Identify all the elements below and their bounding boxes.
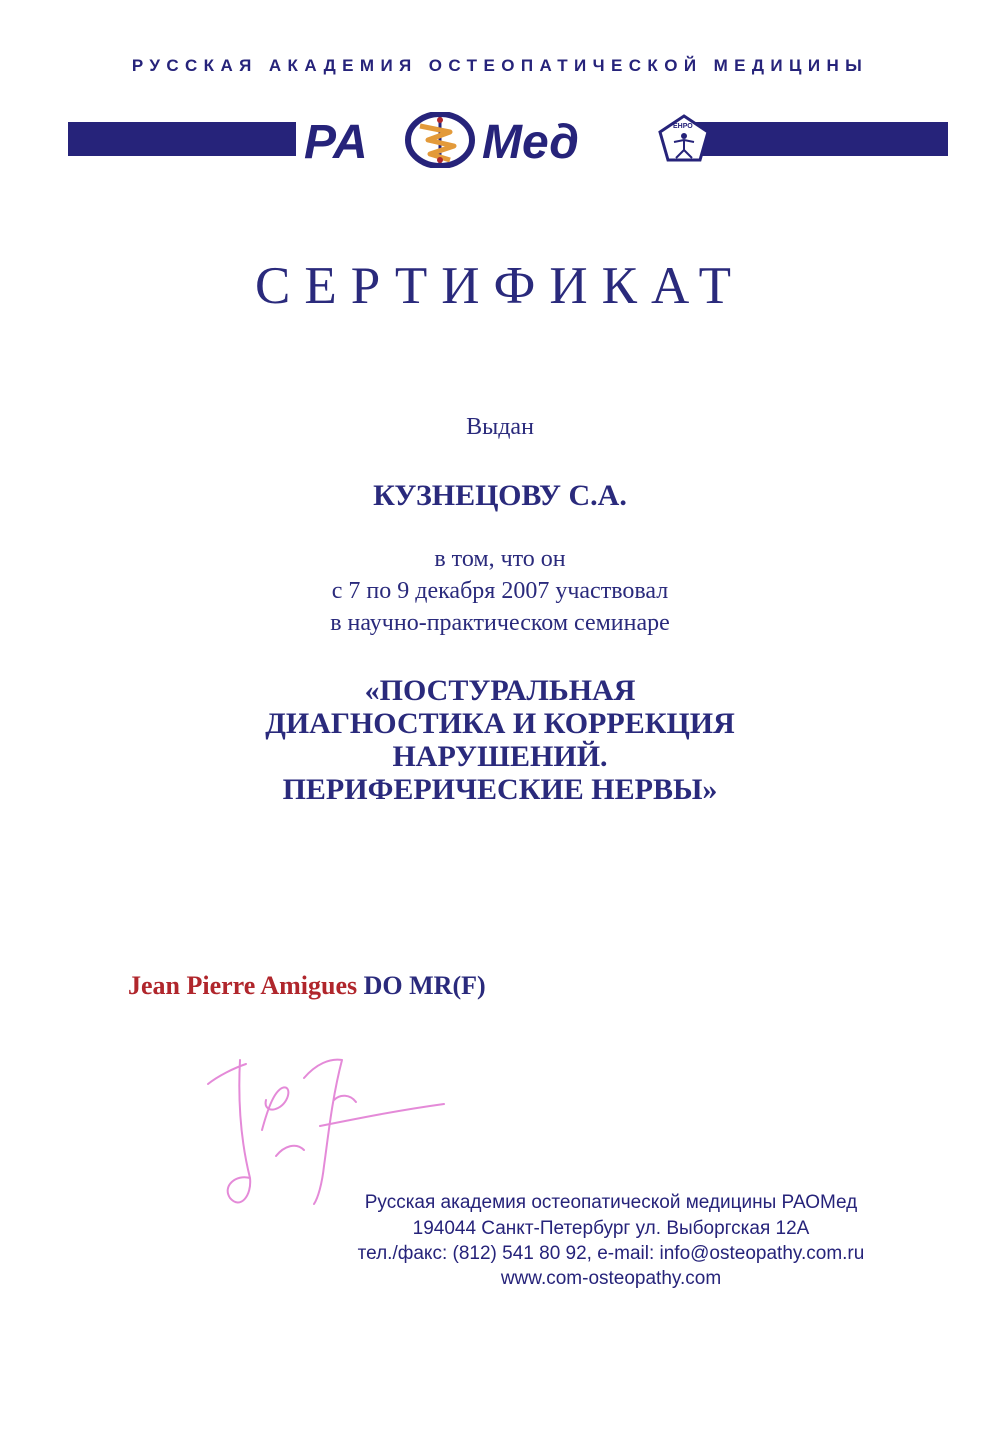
footer-line: 194044 Санкт-Петербург ул. Выборгская 12А [412, 1218, 810, 1239]
raomed-logo-band [68, 112, 948, 168]
issued-label: Выдан [466, 414, 534, 440]
signer-line [128, 971, 486, 1001]
seminar-title-line: ПЕРИФЕРИЧЕСКИЕ НЕРВЫ» [282, 773, 718, 806]
academy-name-header: РУССКАЯ АКАДЕМИЯ ОСТЕОПАТИЧЕСКОЙ МЕДИЦИНЫ [131, 56, 869, 75]
body-line: в том, что он [434, 546, 566, 572]
logo-text-left: РА [304, 116, 368, 168]
logo-text-right: Мед [482, 116, 579, 168]
badge-text: ЕНРО [673, 123, 693, 130]
seminar-title-line: ДИАГНОСТИКА И КОРРЕКЦИЯ [265, 707, 735, 740]
recipient-name: КУЗНЕЦОВУ С.А. [373, 479, 627, 512]
body-line: с 7 по 9 декабря 2007 участвовал [331, 578, 669, 604]
footer-line: тел./факс: (812) 541 80 92, e-mail: info@osteopathy.com.ru [357, 1243, 865, 1264]
seminar-title-line: «ПОСТУРАЛЬНАЯ [364, 674, 636, 707]
footer-line: www.com-osteopathy.com [500, 1268, 722, 1289]
body-line: в научно-практическом семинаре [330, 610, 670, 636]
signer-title: DO MR(F) [363, 971, 486, 1000]
spine-emblem-icon [408, 114, 472, 166]
footer-line: Русская академия остеопатической медицины РАОМед [364, 1192, 858, 1213]
signer-name: Jean Pierre Amigues [128, 971, 358, 1000]
certificate-title: СЕРТИФИКАТ [255, 257, 745, 315]
seminar-title-line: НАРУШЕНИЙ. [392, 740, 608, 773]
